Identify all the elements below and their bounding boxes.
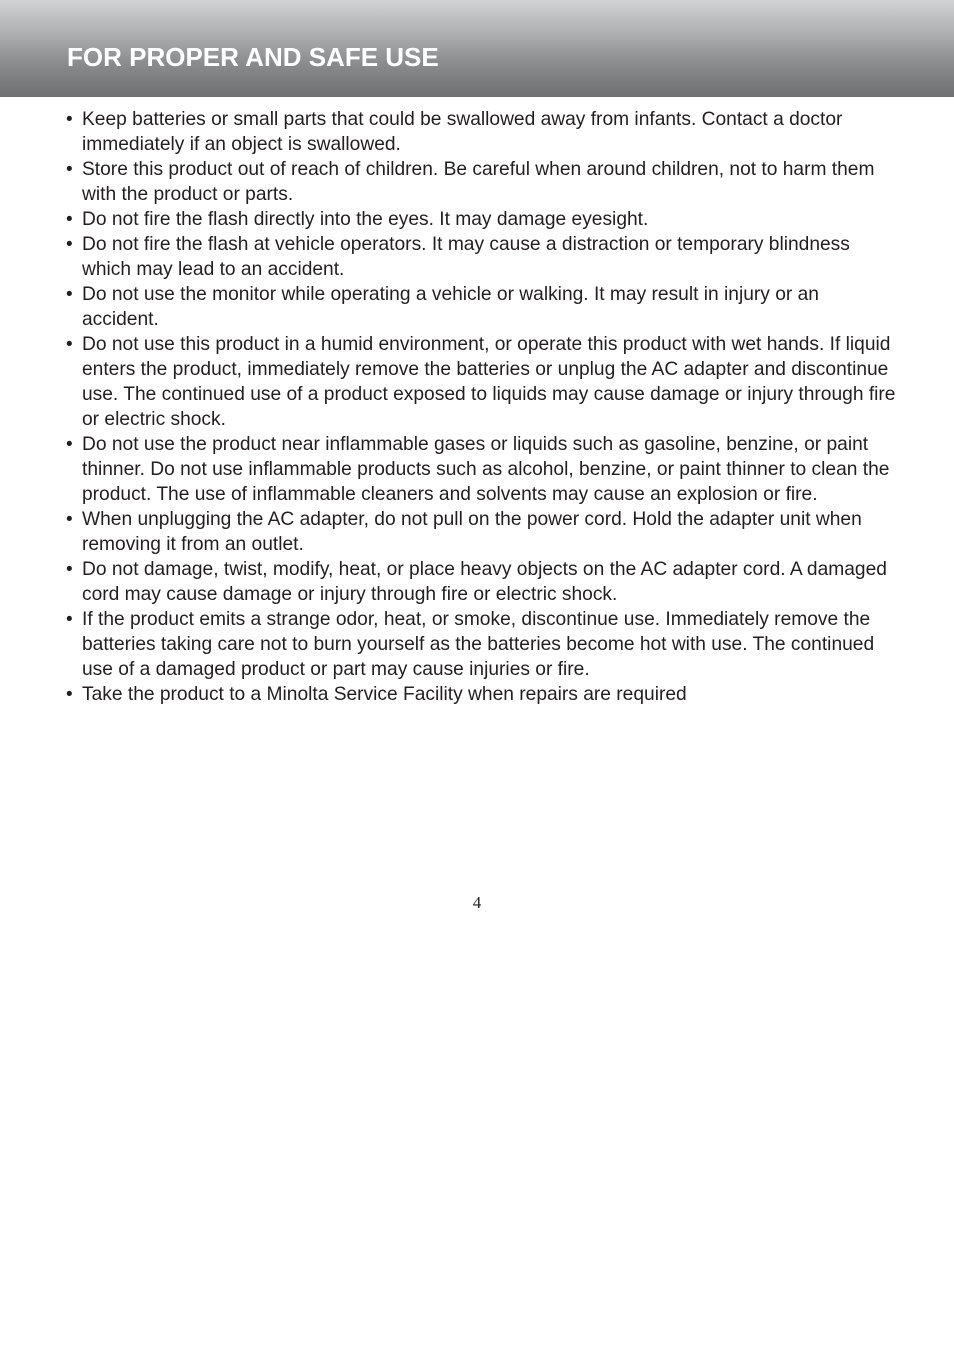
- list-item: [66, 107, 896, 157]
- list-item-text: Do not damage, twist, modify, heat, or place heavy objects on the AC adapter cord. A damaged cord may cause damage or injury through fire or electric shock.: [82, 559, 887, 605]
- list-item: [66, 432, 896, 507]
- list-item: [66, 207, 896, 232]
- list-item-text: If the product emits a strange odor, heat, or smoke, discontinue use. Immediately remove the batteries taking care not to burn yourself as the batteries become hot with use. The continued use of a damaged product or part may cause injuries or fire.: [82, 609, 875, 680]
- list-item-text: Keep batteries or small parts that could be swallowed away from infants. Contact a doctor immediately if an object is swallowed.: [82, 109, 843, 155]
- bullet-icon: •: [66, 209, 73, 230]
- bullet-icon: •: [66, 684, 73, 705]
- list-item-text: Do not fire the flash at vehicle operators. It may cause a distraction or temporary blindness which may lead to an accident.: [82, 234, 850, 280]
- list-item: [66, 607, 896, 682]
- list-item: [66, 332, 896, 432]
- list-item-text: Do not use this product in a humid environment, or operate this product with wet hands. If liquid enters the product, immediately remove the batteries or unplug the AC adapter and discontinue use. The continued use of a product exposed to liquids may cause damage or injury through fire or electric shock.: [82, 334, 896, 430]
- bullet-icon: •: [66, 334, 73, 355]
- list-item-text: Do not use the product near inflammable gases or liquids such as gasoline, benzine, or paint thinner. Do not use inflammable products such as alcohol, benzine, or paint thinner to clean the product. The use of inflammable cleaners and solvents may cause an explosion or fire.: [82, 434, 890, 505]
- bullet-icon: •: [66, 109, 73, 130]
- bullet-icon: •: [66, 234, 73, 255]
- list-item-text: Take the product to a Minolta Service Facility when repairs are required: [82, 684, 687, 705]
- list-item-text: Do not fire the flash directly into the eyes. It may damage eyesight.: [82, 209, 649, 230]
- list-item: [66, 232, 896, 282]
- list-item-text: Store this product out of reach of children. Be careful when around children, not to harm them with the product or parts.: [82, 159, 875, 205]
- bullet-icon: •: [66, 559, 73, 580]
- bullet-icon: •: [66, 609, 73, 630]
- bullet-icon: •: [66, 284, 73, 305]
- list-item: [66, 557, 896, 607]
- list-item: [66, 282, 896, 332]
- list-item-text: When unplugging the AC adapter, do not pull on the power cord. Hold the adapter unit when removing it from an outlet.: [82, 509, 862, 555]
- list-item: [66, 507, 896, 557]
- list-item: [66, 157, 896, 207]
- safety-instructions-list: [66, 107, 896, 707]
- list-item: [66, 682, 896, 707]
- bullet-icon: •: [66, 159, 73, 180]
- bullet-icon: •: [66, 434, 73, 455]
- bullet-icon: •: [66, 509, 73, 530]
- list-item-text: Do not use the monitor while operating a vehicle or walking. It may result in injury or an accident.: [82, 284, 819, 330]
- page-number: 4: [472, 893, 482, 912]
- header-bar: [0, 0, 954, 97]
- page-title: FOR PROPER AND SAFE USE: [67, 42, 439, 72]
